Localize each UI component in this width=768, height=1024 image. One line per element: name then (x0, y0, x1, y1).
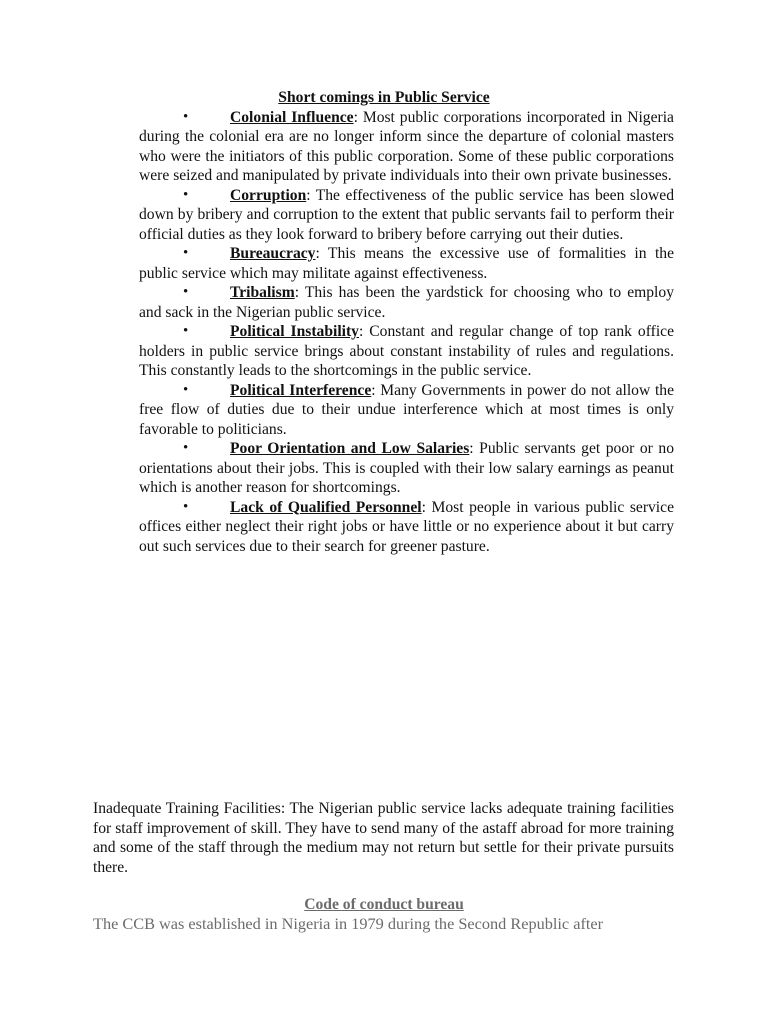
bullet-text: : The effectiveness of the public service has been slowed down by bribery and corruption to the extent that public servants fail to perform their official duties as they look forward to bribery before carrying out their duties. (139, 186, 674, 243)
bullet-term: Bureaucracy (230, 245, 316, 262)
ccb-paragraph: The CCB was established in Nigeria in 1979 during the Second Republic after (93, 914, 604, 933)
list-item (139, 498, 674, 557)
bullet-term: Poor Orientation and Low Salaries (230, 440, 470, 457)
bullet-term: Lack of Qualified Personnel (230, 498, 422, 516)
bullet-term: Tribalism (230, 284, 295, 301)
bullet-term: Political Instability (230, 323, 359, 340)
bullet-icon: • (183, 284, 189, 300)
list-item (139, 108, 674, 186)
bullet-icon: • (183, 440, 189, 456)
bullet-term: Political Interference (230, 381, 372, 399)
bullet-text: : This means the excessive use of formalities in the public service which may militate against effectiveness. (139, 245, 674, 282)
bullet-icon: • (183, 381, 189, 398)
bullet-icon: • (183, 323, 189, 339)
list-item (139, 186, 674, 245)
list-item (139, 381, 674, 440)
list-item (139, 322, 674, 381)
bullet-text: : Many Governments in power do not allow the free flow of duties due to their undue interference which at most times is only favorable to politicians. (139, 381, 674, 438)
page-title: Short comings in Public Service (278, 89, 490, 106)
bullet-text: : Public servants get poor or no orientations about their jobs. This is coupled with their low salary earnings as peanut which is another reason for shortcomings. (139, 440, 674, 496)
section-heading-ccb: Code of conduct bureau (304, 896, 464, 913)
bullet-term: Colonial Influence (230, 108, 354, 126)
bullet-text: : Most people in various public service offices either neglect their right jobs or have little or no experience about it but carry out such services due to their search for greener pasture. (139, 498, 674, 555)
bullet-text: : This has been the yardstick for choosing who to employ and sack in the Nigerian public service. (139, 284, 674, 321)
shortcomings-list (139, 108, 674, 557)
training-paragraph: Inadequate Training Facilities: The Nigerian public service lacks adequate training facilities for staff improvement of skill. They have to send many of the astaff abroad for more training and some of the staff through the medium may not return but settle for their private pursuits there. (93, 800, 674, 876)
list-item (139, 439, 674, 498)
list-item (139, 244, 674, 283)
bullet-icon: • (183, 186, 189, 203)
bullet-text: : Most public corporations incorporated in Nigeria during the colonial era are no longer inform since the departure of colonial masters who were the initiators of this public corporation. Some of these public corporations were seized and manipulated by private individuals into their own private businesses. (139, 108, 674, 184)
list-item (139, 283, 674, 322)
bullet-text: : Constant and regular change of top rank office holders in public service brings about constant instability of rules and regulations. This constantly leads to the shortcomings in the public service. (139, 323, 674, 379)
bullet-icon: • (183, 245, 189, 261)
bullet-term: Corruption (230, 186, 307, 204)
bullet-icon: • (183, 108, 189, 125)
bullet-icon: • (183, 498, 189, 515)
